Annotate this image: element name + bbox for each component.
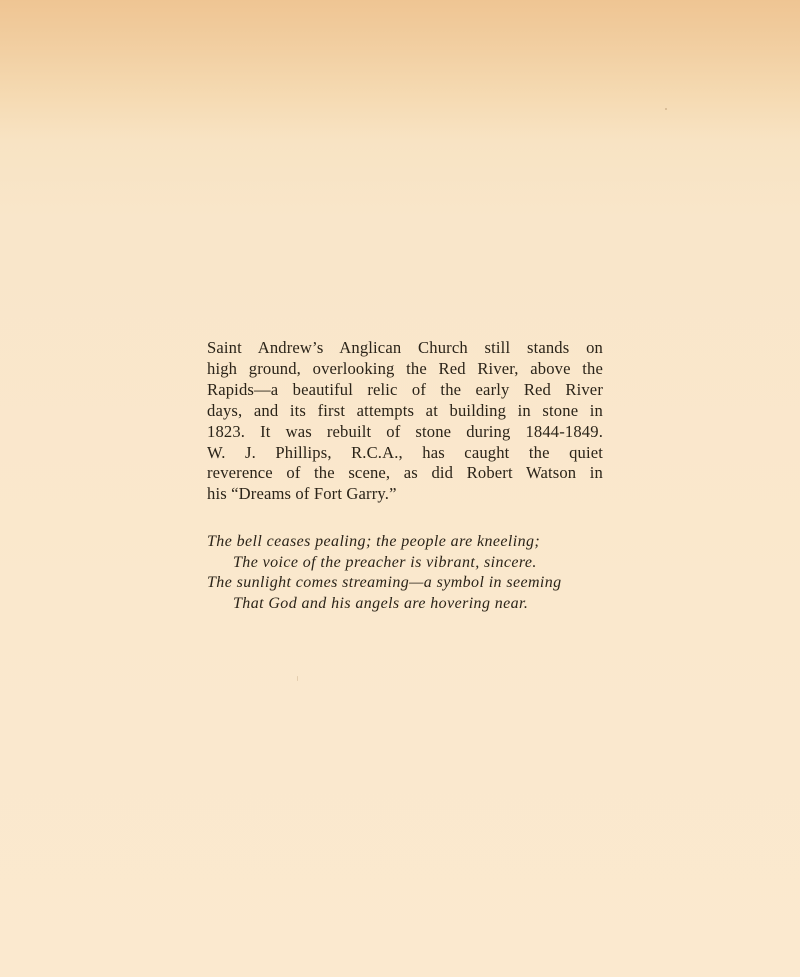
prose-line: Saint Andrew’s Anglican Church still stands on: [207, 338, 603, 357]
prose-line: days, and its first attempts at building in stone in: [207, 400, 603, 420]
poem-line: The bell ceases pealing; the people are kneeling;: [207, 533, 541, 550]
prose-line: high ground, overlooking the Red River, above the: [207, 358, 603, 378]
paper-speck: [297, 676, 298, 681]
prose-line: W. J. Phillips, R.C.A., has caught the quiet: [207, 442, 603, 462]
prose-line: reverence of the scene, as did Robert Watson in: [207, 463, 603, 483]
poem-line: The voice of the preacher is vibrant, sincere.: [233, 553, 537, 571]
prose-paragraph: [207, 338, 603, 505]
prose-line: his “Dreams of Fort Garry.”: [207, 484, 397, 504]
paper-speck: [665, 108, 667, 110]
prose-line: Rapids—a beautiful relic of the early Red River: [207, 379, 603, 399]
poem-line: The sunlight comes streaming—a symbol in seeming: [207, 574, 562, 592]
poem-stanza: [207, 532, 607, 615]
prose-line: 1823. It was rebuilt of stone during 1844-1849.: [207, 421, 603, 441]
poem-line: That God and his angels are hovering near.: [233, 595, 529, 613]
